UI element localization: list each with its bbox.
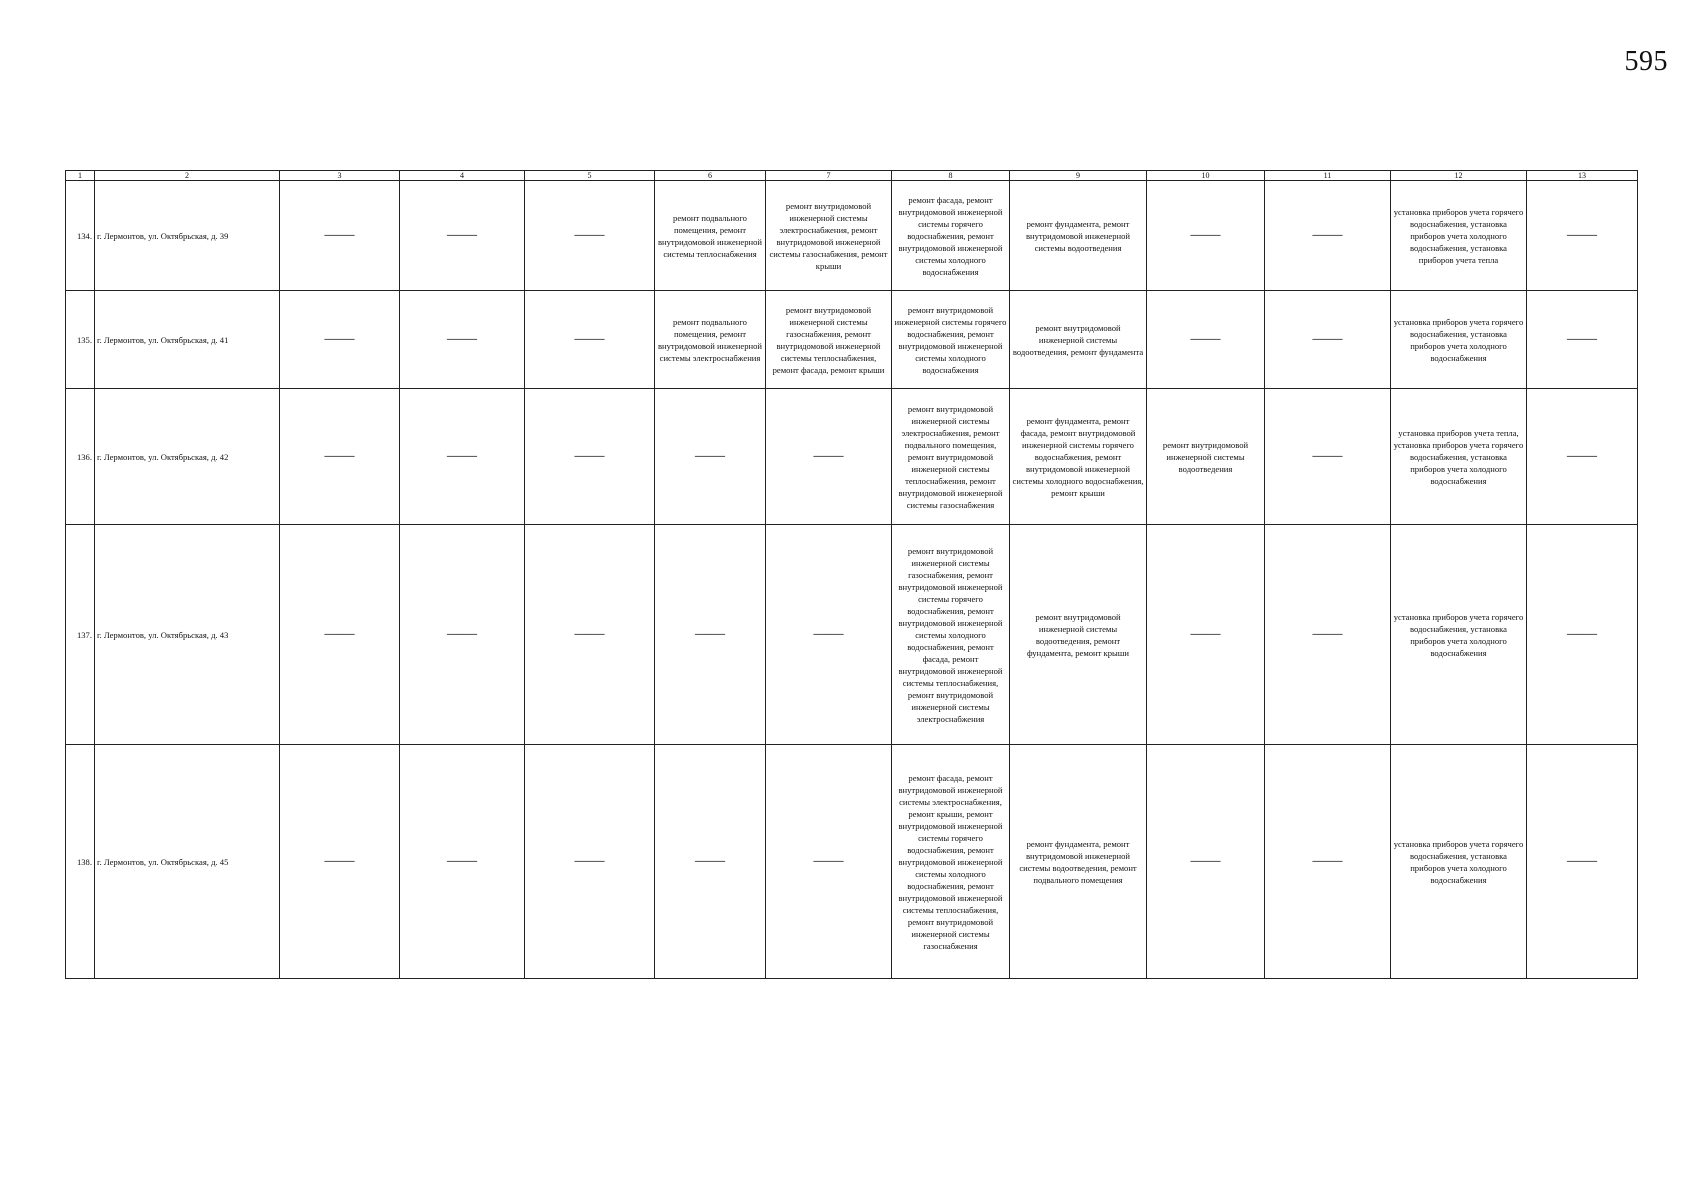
column-number: 2 [95,171,280,181]
row-number: 137. [66,525,95,745]
cell: —— [525,525,655,745]
column-number: 8 [892,171,1010,181]
cell: ремонт внутридомовой инженерной системы газоснабжения, ремонт внутридомовой инженерной системы горячего водоснабжения, ремонт внутридомовой инженерной системы холодного водоснабжения, ремонт фасада, ремонт внутридомовой инженерной системы теплоснабжения, ремонт внутридомовой инженерной системы электроснабжения [892,525,1010,745]
cell: —— [1265,389,1391,525]
address-cell: г. Лермонтов, ул. Октябрьская, д. 41 [95,291,280,389]
cell: ремонт фундамента, ремонт внутридомовой инженерной системы водоотведения [1010,181,1147,291]
row-number: 136. [66,389,95,525]
column-number: 11 [1265,171,1391,181]
row-number: 134. [66,181,95,291]
cell: —— [280,525,400,745]
column-number: 12 [1391,171,1527,181]
cell: —— [280,181,400,291]
cell: ремонт фундамента, ремонт внутридомовой инженерной системы водоотведения, ремонт подвального помещения [1010,745,1147,979]
column-number: 6 [655,171,766,181]
cell: ремонт внутридомовой инженерной системы горячего водоснабжения, ремонт внутридомовой инженерной системы холодного водоснабжения [892,291,1010,389]
cell: установка приборов учета горячего водоснабжения, установка приборов учета холодного водоснабжения [1391,745,1527,979]
address-cell: г. Лермонтов, ул. Октябрьская, д. 42 [95,389,280,525]
cell: —— [1147,525,1265,745]
table-row [66,181,1638,291]
table-row [66,745,1638,979]
cell: —— [400,389,525,525]
cell: —— [1147,181,1265,291]
cell: —— [1527,745,1638,979]
cell: —— [1265,181,1391,291]
cell: —— [1147,291,1265,389]
cell: —— [655,525,766,745]
column-number: 4 [400,171,525,181]
cell: установка приборов учета горячего водоснабжения, установка приборов учета холодного водоснабжения [1391,525,1527,745]
column-number: 1 [66,171,95,181]
cell: —— [525,745,655,979]
cell: —— [1527,525,1638,745]
cell: —— [280,389,400,525]
cell: —— [1527,181,1638,291]
cell: —— [400,525,525,745]
cell: установка приборов учета тепла, установка приборов учета горячего водоснабжения, установка приборов учета холодного водоснабжения [1391,389,1527,525]
table-row [66,291,1638,389]
cell: ремонт фасада, ремонт внутридомовой инженерной системы горячего водоснабжения, ремонт внутридомовой инженерной системы холодного водоснабжения [892,181,1010,291]
address-cell: г. Лермонтов, ул. Октябрьская, д. 45 [95,745,280,979]
cell: —— [280,745,400,979]
table-row [66,389,1638,525]
cell: —— [525,181,655,291]
repair-schedule-table [65,170,1638,979]
cell: ремонт внутридомовой инженерной системы водоотведения, ремонт фундамента [1010,291,1147,389]
column-number: 9 [1010,171,1147,181]
cell: —— [766,745,892,979]
column-number: 13 [1527,171,1638,181]
cell: ремонт внутридомовой инженерной системы водоотведения [1147,389,1265,525]
address-cell: г. Лермонтов, ул. Октябрьская, д. 43 [95,525,280,745]
cell: ремонт фасада, ремонт внутридомовой инженерной системы электроснабжения, ремонт крыши, ремонт внутридомовой инженерной системы горячего водоснабжения, ремонт внутридомовой инженерной системы холодного водоснабжения, ремонт внутридомовой инженерной системы теплоснабжения, ремонт внутридомовой инженерной системы газоснабжения [892,745,1010,979]
cell: —— [766,525,892,745]
cell: —— [525,291,655,389]
cell: ремонт внутридомовой инженерной системы электроснабжения, ремонт подвального помещения, ремонт внутридомовой инженерной системы теплоснабжения, ремонт внутридомовой инженерной системы газоснабжения [892,389,1010,525]
page-number: 595 [1624,46,1668,77]
cell: ремонт внутридомовой инженерной системы газоснабжения, ремонт внутридомовой инженерной системы теплоснабжения, ремонт фасада, ремонт крыши [766,291,892,389]
cell: —— [766,389,892,525]
address-cell: г. Лермонтов, ул. Октябрьская, д. 39 [95,181,280,291]
column-number: 10 [1147,171,1265,181]
cell: —— [655,389,766,525]
cell: —— [400,181,525,291]
column-number: 3 [280,171,400,181]
row-number: 135. [66,291,95,389]
column-number-row [66,171,1638,181]
cell: ремонт подвального помещения, ремонт внутридомовой инженерной системы теплоснабжения [655,181,766,291]
cell: ремонт внутридомовой инженерной системы электроснабжения, ремонт внутридомовой инженерной системы газоснабжения, ремонт крыши [766,181,892,291]
table-row [66,525,1638,745]
cell: ремонт фундамента, ремонт фасада, ремонт внутридомовой инженерной системы горячего водоснабжения, ремонт внутридомовой инженерной системы холодного водоснабжения, ремонт крыши [1010,389,1147,525]
cell: —— [1265,291,1391,389]
column-number: 7 [766,171,892,181]
cell: —— [280,291,400,389]
cell: установка приборов учета горячего водоснабжения, установка приборов учета холодного водоснабжения [1391,291,1527,389]
cell: —— [1147,745,1265,979]
cell: ремонт внутридомовой инженерной системы водоотведения, ремонт фундамента, ремонт крыши [1010,525,1147,745]
cell: —— [655,745,766,979]
cell: —— [1265,525,1391,745]
cell: —— [1265,745,1391,979]
cell: —— [400,291,525,389]
cell: —— [1527,389,1638,525]
cell: —— [1527,291,1638,389]
cell: —— [525,389,655,525]
column-number: 5 [525,171,655,181]
cell: установка приборов учета горячего водоснабжения, установка приборов учета холодного водоснабжения, установка приборов учета тепла [1391,181,1527,291]
row-number: 138. [66,745,95,979]
cell: ремонт подвального помещения, ремонт внутридомовой инженерной системы электроснабжения [655,291,766,389]
cell: —— [400,745,525,979]
